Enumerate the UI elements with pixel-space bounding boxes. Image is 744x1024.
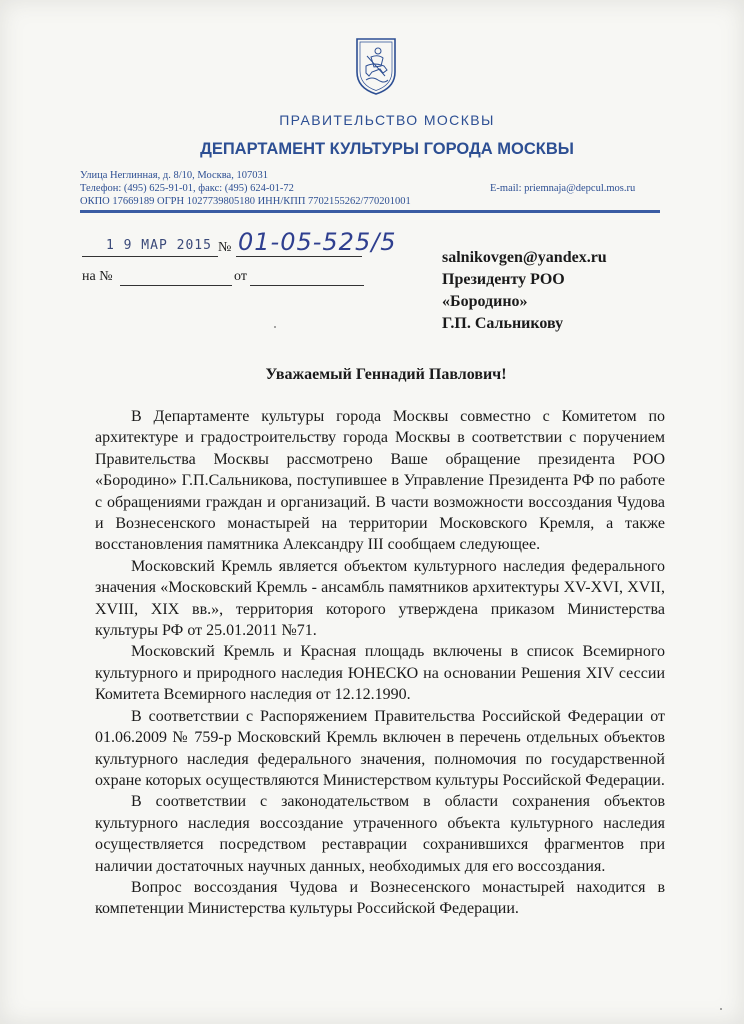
reference-number-label: на № (82, 269, 113, 284)
email-address: E-mail: priemnaja@depcul.mos.ru (490, 183, 636, 194)
department-name: ДЕПАРТАМЕНТ КУЛЬТУРЫ ГОРОДА МОСКВЫ (200, 140, 574, 158)
recipient-title: Президенту РОО (442, 271, 565, 288)
salutation: Уважаемый Геннадий Павлович! (265, 366, 507, 383)
paragraph: Вопрос воссоздания Чудова и Вознесенского монастырей находится в компетенции Министерства культуры Российской Федерации. (95, 878, 665, 918)
registration-date-stamp: 1 9 МАР 2015 (106, 238, 212, 253)
paragraph: В соответствии с Распоряжением Правительства Российской Федерации от 01.06.2009 № 759-р Московский Кремль включен в перечень отдельных объектов культурного наследия федерального значения, полномочия по государственной охране которых осуществляются Министерством культуры Российской Федерации. (95, 707, 665, 789)
address: Улица Неглинная, д. 8/10, Москва, 107031 (80, 170, 268, 181)
number-sign: № (218, 240, 232, 255)
scan-speck (274, 326, 276, 328)
registry-codes: ОКПО 17669189 ОГРН 1027739805180 ИНН/КПП 7702155262/770201001 (80, 196, 411, 207)
date-underline (82, 256, 218, 257)
header-divider (80, 210, 660, 213)
paragraph: Московский Кремль является объектом культурного наследия федерального значения «Московский Кремль - ансамбль памятников архитектуры XV-XVI, XVII, XVIII, XIX вв.», территория которого утверждена приказом Министерства культуры РФ от 25.01.2011 №71. (95, 557, 665, 640)
moscow-coat-of-arms-icon (354, 36, 398, 96)
letter-body (95, 406, 665, 920)
reference-number-line (120, 285, 232, 286)
reference-date-label: от (234, 269, 247, 284)
recipient-organization: «Бородино» (442, 293, 528, 310)
phone-fax: Телефон: (495) 625-91-01, факс: (495) 624-01-72 (80, 183, 294, 194)
reference-date-line (250, 285, 364, 286)
paragraph: В соответствии с законодательством в области сохранения объектов культурного наследия воссоздание утраченного объекта культурного наследия осуществляется посредством реставрации сохранившихся фрагментов при наличии достаточных научных данных, необходимых для его воссоздания. (95, 793, 665, 875)
registration-number: 01-05-525/5 (238, 228, 397, 256)
recipient-block (442, 247, 607, 335)
government-name: ПРАВИТЕЛЬСТВО МОСКВЫ (279, 112, 495, 128)
number-underline (236, 256, 362, 257)
recipient-name: Г.П. Сальникову (442, 315, 564, 332)
paragraph: В Департаменте культуры города Москвы совместно с Комитетом по архитектуре и градостроительству города Москвы в соответствии с поручением Правительства Москвы рассмотрено Ваше обращение президента РОО «Бородино» Г.П.Сальникова, поступившее в Управление Президента РФ по работе с обращениями граждан и организаций. В части возможности воссоздания Чудова и Вознесенского монастырей на территории Московского Кремля, а также восстановления памятника Александру III сообщаем следующее. (95, 408, 665, 554)
scan-speck (720, 1008, 722, 1010)
paragraph: Московский Кремль и Красная площадь включены в список Всемирного культурного и природного наследия ЮНЕСКО на основании Решения XIV сессии Комитета Всемирного наследия от 12.12.1990. (95, 643, 665, 704)
recipient-email: salnikovgen@yandex.ru (442, 249, 607, 266)
